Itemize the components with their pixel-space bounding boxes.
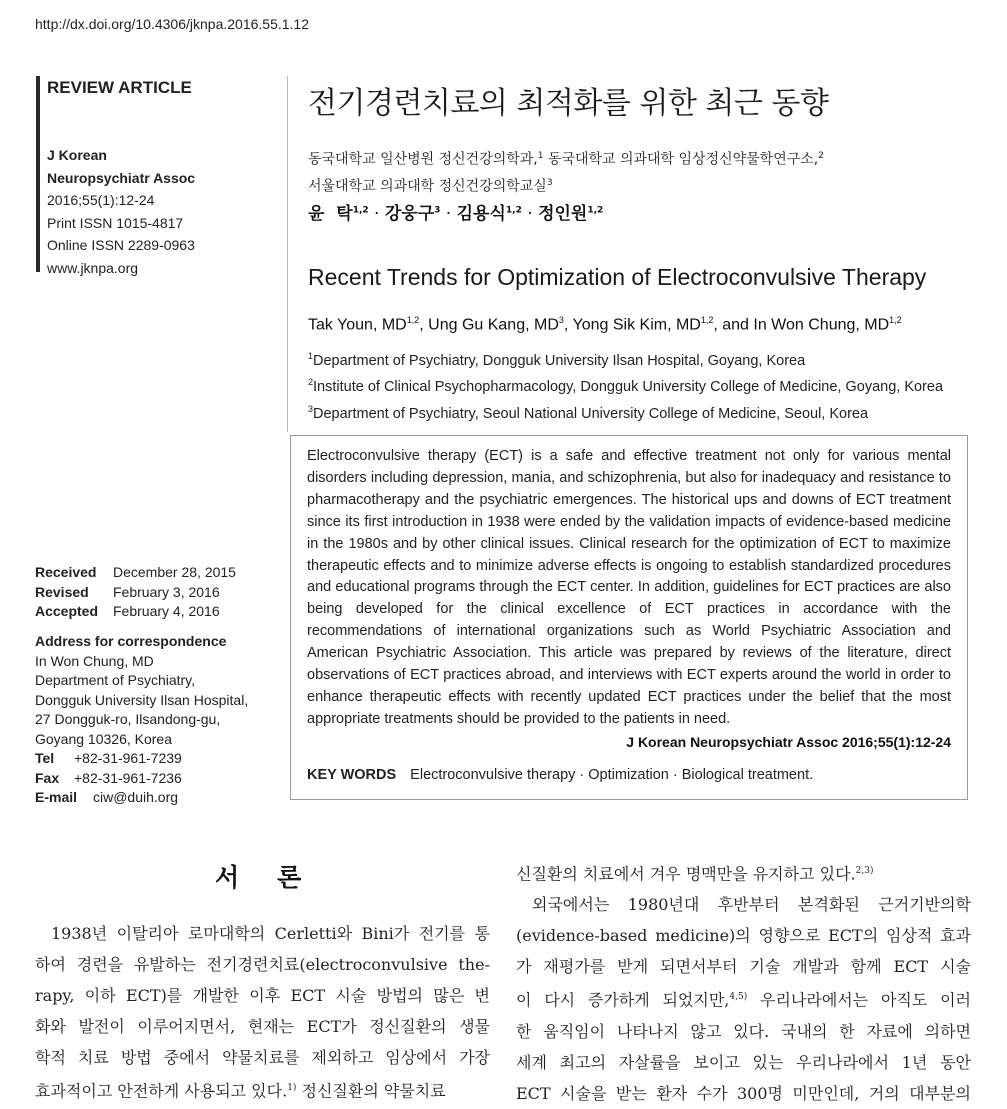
- english-authors: [308, 315, 902, 334]
- english-author-2-sup: 3: [558, 315, 564, 325]
- korean-aff-3-sup: 3: [546, 177, 553, 188]
- section-title: 서론: [215, 863, 340, 892]
- english-aff-2: Institute of Clinical Psychopharmacology, Dongguk University College of Medicine, Goyang, Korea: [313, 379, 944, 396]
- body-line: 화와 발전이 이루어지면서, 현재는 ECT가 정신질환의 생물: [35, 1017, 490, 1036]
- body-line: 학적 치료 방법 중에서 약물치료를 제외하고 임상에서 가장: [35, 1048, 490, 1067]
- accepted-date: February 4, 2016: [113, 603, 220, 619]
- body-line: 외국에서는 1980년대 후반부터 본격화된 근거기반의학: [532, 895, 971, 915]
- english-author-1: Tak Youn, MD: [308, 316, 407, 334]
- korean-aff-1: 동국대학교 일산병원 정신건강의학과,: [308, 151, 538, 168]
- abstract-citation: J Korean Neuropsychiatr Assoc 2016;55(1):12-24: [626, 733, 951, 750]
- body-line-text: 이 다시 증가하게 되었지만,: [516, 990, 730, 1010]
- citation-ref: 4,5): [729, 992, 748, 1003]
- body-column-2: [516, 856, 971, 1109]
- korean-aff-1-sup: 1: [537, 151, 544, 161]
- korean-aff-2: 동국대학교 의과대학 임상정신약물학연구소,: [543, 151, 819, 168]
- english-aff-1-sup: 1: [308, 351, 314, 361]
- revised-date: February 3, 2016: [113, 583, 220, 600]
- email-value[interactable]: ciw@duih.org: [93, 789, 179, 805]
- korean-author-4: 정인원: [538, 204, 588, 224]
- article-type: REVIEW ARTICLE: [47, 78, 192, 97]
- english-author-4: In Won Chung, MD: [753, 316, 890, 334]
- body-line-text: 효과적이고 안전하게 사용되고 있다.: [35, 1081, 288, 1101]
- english-affiliations: [308, 346, 943, 425]
- correspondence-title: Address for correspondence: [35, 633, 227, 649]
- english-aff-3: Department of Psychiatry, Seoul National University College of Medicine, Seoul, Korea: [313, 405, 869, 422]
- body-line: rapy, 이하 ECT)를 개발한 이후 ECT 시술 방법의 많은 변: [35, 986, 490, 1005]
- korean-author-1-sup: 1,2: [352, 205, 369, 216]
- korean-aff-3: 서울대학교 의과대학 정신건강의학교실: [308, 178, 547, 195]
- journal-name-line2: Neuropsychiatr Assoc: [47, 169, 196, 186]
- revised-label: Revised: [35, 583, 89, 600]
- accepted-label: Accepted: [35, 603, 99, 619]
- body-line-text: 정신질환의 약물치료: [296, 1081, 446, 1101]
- sidebar-accent-bar: [36, 76, 40, 272]
- correspondence-line: Department of Psychiatry,: [35, 672, 196, 688]
- header-divider: [287, 76, 288, 432]
- abstract-text: Electroconvulsive therapy (ECT) is a safe and effective treatment not only for various mental disorders including depression, mania, and schizophrenia, but also for inadequacy and resistance to pharmacotherapy and the psychiatric emergences. The historical ups and downs of ECT treatment since its first introduction in 1938 were ended by the validation impacts of evidence-based medicine in the 1980s and by other clinical issues. Clinical research for the optimization of ECT to maximize therapeutic effects and to minimize adverse effects is ongoing to establish standardized procedures and educational programs through the ECT center. In addition, guidelines for ECT practices are also being developed for the clinical excellence of ECT practices in accordance with the recommendations of international organizations such as World Psychiatric Association and American Psychiatric Association. This article was prepared by reviews of the literature, direct observations of ECT practices abroad, and interviews with ECT experts around the world in order to enhance therapeutic effects with recently updated ECT practices under the belief that the most appropriate treatments should be provided to the patients in need.: [307, 448, 951, 727]
- correspondence-address: [35, 632, 275, 808]
- body-line: 1938년 이탈리아 로마대학의 Cerletti와 Bini가 전기를 통: [51, 924, 490, 943]
- english-aff-2-sup: 2: [308, 377, 314, 388]
- fax-value: +82-31-961-7236: [74, 769, 182, 786]
- body-line: [516, 982, 971, 1015]
- body-line: (evidence-based medicine)의 영향으로 ECT의 임상적 효과: [516, 926, 971, 946]
- body-line: [35, 1073, 490, 1106]
- article-dates: [35, 563, 236, 622]
- korean-author-2-sup: 3: [434, 205, 441, 216]
- online-issn: Online ISSN 2289-0963: [47, 237, 195, 253]
- author-separator: , and: [713, 316, 754, 334]
- author-separator: ·: [521, 204, 539, 224]
- author-separator: ,: [419, 316, 429, 334]
- print-issn: Print ISSN 1015-4817: [47, 214, 184, 231]
- body-line: 세계 최고의 자살률을 보이고 있는 우리나라에서 1년 동안: [516, 1052, 971, 1072]
- body-column-1: [35, 918, 490, 1106]
- korean-aff-2-sup: 2: [818, 151, 824, 161]
- tel-label: Tel: [35, 750, 55, 766]
- english-author-2: Ung Gu Kang, MD: [428, 316, 559, 334]
- journal-website[interactable]: www.jknpa.org: [47, 259, 139, 276]
- correspondence-line: Dongguk University Ilsan Hospital,: [35, 691, 249, 708]
- received-date: December 28, 2015: [113, 564, 236, 580]
- english-author-1-sup: 1,2: [406, 315, 420, 325]
- body-line: 한 움직임이 나타나지 않고 있다. 국내의 한 자료에 의하면: [516, 1021, 971, 1041]
- english-author-4-sup: 1,2: [889, 315, 902, 325]
- korean-author-3: 김용식: [456, 204, 506, 224]
- keywords-label: KEY WORDS: [307, 766, 397, 783]
- korean-authors: [308, 199, 603, 224]
- journal-volume: 2016;55(1):12-24: [47, 192, 155, 208]
- korean-title: 전기경련치료의 최적화를 위한 최근 동향: [308, 86, 829, 121]
- correspondence-line: Goyang 10326, Korea: [35, 730, 172, 747]
- author-separator: ·: [440, 204, 457, 224]
- korean-author-1: 윤 탁: [308, 204, 353, 224]
- author-separator: ,: [563, 316, 573, 334]
- citation-ref: 1): [287, 1083, 297, 1093]
- english-title: Recent Trends for Optimization of Electroconvulsive Therapy: [308, 264, 927, 290]
- korean-author-4-sup: 1,2: [587, 205, 604, 216]
- body-line-text: 신질환의 치료에서 겨우 명맥만을 유지하고 있다.: [516, 864, 856, 884]
- abstract-box: [290, 435, 968, 800]
- citation-ref: 2,3): [855, 866, 874, 876]
- received-label: Received: [35, 564, 97, 580]
- doi-link[interactable]: http://dx.doi.org/10.4306/jknpa.2016.55.1.12: [35, 16, 309, 32]
- tel-value: +82-31-961-7239: [74, 750, 182, 766]
- english-author-3: Yong Sik Kim, MD: [572, 316, 701, 334]
- keywords: [307, 767, 951, 783]
- english-author-3-sup: 1,2: [700, 315, 714, 325]
- body-line: 가 재평가를 받게 되면서부터 기술 개발과 함께 ECT 시술: [516, 957, 971, 977]
- fax-label: Fax: [35, 769, 60, 786]
- author-separator: ·: [368, 204, 385, 224]
- email-label: E-mail: [35, 789, 78, 805]
- correspondence-line: In Won Chung, MD: [35, 652, 154, 669]
- body-paragraph: [516, 856, 971, 1109]
- journal-name-line1: J Korean: [47, 147, 107, 163]
- body-line-text: 우리나라에서는 아직도 이러: [747, 990, 971, 1010]
- keywords-value: Electroconvulsive therapy · Optimization · Biological treatment.: [410, 766, 814, 783]
- journal-info: [47, 76, 277, 279]
- body-line: 하여 경련을 유발하는 전기경련치료(electroconvulsive the-: [35, 955, 490, 974]
- english-aff-3-sup: 3: [308, 403, 314, 414]
- english-aff-1: Department of Psychiatry, Dongguk University Ilsan Hospital, Goyang, Korea: [313, 352, 806, 369]
- korean-affiliations: [308, 145, 824, 198]
- korean-author-3-sup: 1,2: [505, 205, 522, 216]
- body-paragraph: [35, 918, 490, 1106]
- body-line: [516, 856, 971, 889]
- korean-author-2: 강웅구: [384, 204, 435, 224]
- correspondence-line: 27 Dongguk-ro, Ilsandong-gu,: [35, 711, 221, 727]
- body-line: ECT 시술을 받는 환자 수가 300명 미만인데, 거의 대부분의: [516, 1083, 971, 1103]
